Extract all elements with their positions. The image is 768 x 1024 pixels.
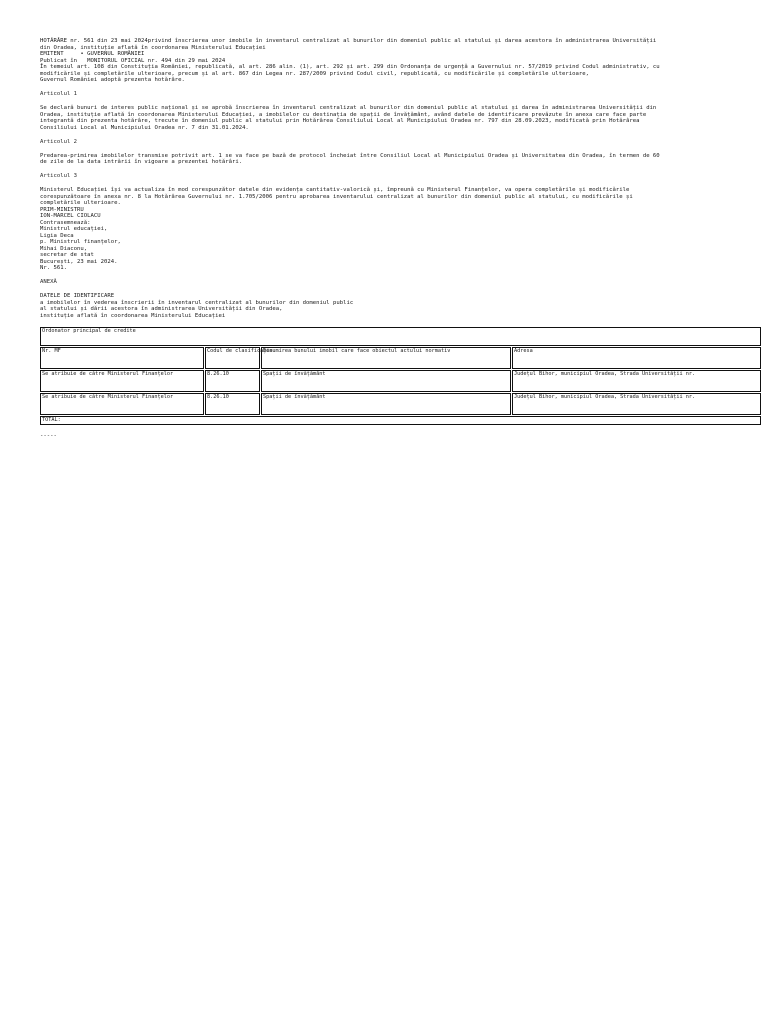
annex-table	[39, 326, 762, 426]
table-total-row	[40, 416, 761, 425]
table-cell: Spații de învățământ	[261, 370, 511, 392]
publication-info: Publicat în MONITORUL OFICIAL nr. 494 din 29 mai 2024	[40, 57, 226, 64]
article-text: Predarea-primirea imobilelor transmise potrivit art. 1 se va face pe bază de protocol încheiat între Consiliul Local al Municipiului Oradea și Universitatea din Oradea, în termen de 60	[40, 152, 660, 159]
end-marker: -----	[40, 433, 57, 439]
preamble-line: În temeiul art. 108 din Constituția României, republicată, al art. 286 alin. (1), art. 292 și art. 299 din Ordonanța de urgență a Guvernului nr. 57/2019 privind Codul administrativ, cu	[40, 64, 660, 70]
article-text: Oradea, instituție aflată în coordonarea Ministerului Educației, a imobilelor cu destinația de spații de învățământ, având datele de identificare prevăzute în anexa care face parte	[40, 111, 647, 118]
table-cell: Se atribuie de către Ministerul Finanțelor	[40, 393, 204, 415]
article-3	[40, 173, 762, 207]
document-header	[40, 38, 762, 84]
column-header: Nr. MF	[40, 347, 204, 369]
article-text: Consiliului Local al Municipiului Oradea nr. 7 din 31.01.2024.	[40, 124, 249, 131]
table-cell: Spații de învățământ	[261, 393, 511, 415]
signature-line: Nr. 561.	[40, 265, 67, 271]
signature-line: p. Ministrul finanțelor,	[40, 239, 121, 245]
column-header: Denumirea bunului imobil care face obiectul actului normativ	[261, 347, 511, 369]
annex-heading: instituție aflată în coordonarea Ministerului Educației	[40, 312, 226, 319]
annex-table-wrapper	[39, 326, 761, 426]
annex-heading: a imobilelor în vederea înscrierii în inventarul centralizat al bunurilor din domeniul public	[40, 299, 354, 306]
signature-line: Ligia Deca	[40, 232, 74, 239]
preamble-line: Guvernul României adoptă prezenta hotărâre.	[40, 77, 185, 83]
annex-title: ANEXĂ	[40, 279, 57, 285]
signature-line: secretar de stat	[40, 252, 94, 258]
article-text: corespunzătoare în anexa nr. 8 la Hotărârea Guvernului nr. 1.705/2006 pentru aprobarea inventarului centralizat al bunurilor din domeniul public al statului, cu modificările și	[40, 193, 633, 200]
signature-block	[40, 207, 762, 272]
table-cell: Județul Bihor, municipiul Oradea, Strada Universității nr.	[512, 370, 761, 392]
total-label: TOTAL:	[40, 416, 761, 425]
table-cell: Se atribuie de către Ministerul Finanțelor	[40, 370, 204, 392]
decision-title-cont: din Oradea, instituție aflată în coordonarea Ministerului Educației	[40, 44, 266, 51]
article-text: Se declară bunuri de interes public național și se aprobă înscrierea în inventarul centralizat al bunurilor din domeniul public al statului și darea în administrarea Universității din	[40, 105, 657, 111]
annex-section	[40, 279, 762, 319]
table-row	[40, 393, 761, 415]
table-cell: 8.26.10	[205, 370, 260, 392]
table-row	[40, 370, 761, 392]
article-text: de zile de la data intrării în vigoare a prezentei hotărâri.	[40, 159, 243, 165]
signature-line: Mihai Diaconu,	[40, 245, 88, 252]
decision-title: HOTĂRÂRE nr. 561 din 23 mai 2024privind înscrierea unor imobile în inventarul centralizat al bunurilor din domeniul public al statului și darea acestora în administrarea Universității	[40, 38, 657, 44]
document-body	[40, 38, 762, 319]
article-title: Articolul 3	[40, 173, 78, 179]
preamble-line: modificările și completările ulterioare, precum și al art. 867 din Legea nr. 287/2009 privind Codul civil, republicată, cu modificările și completările ulterioare,	[40, 70, 589, 77]
annex-heading: DATELE DE IDENTIFICARE	[40, 293, 115, 299]
table-cell-ordonator: Ordonator principal de credite	[40, 327, 761, 346]
signature-line: Contrasemnează:	[40, 219, 91, 226]
signature-line: ION-MARCEL CIOLACU	[40, 213, 101, 219]
article-2	[40, 139, 762, 166]
table-cell: 8.26.10	[205, 393, 260, 415]
signature-line: București, 23 mai 2024.	[40, 258, 118, 265]
table-cell: Județul Bihor, municipiul Oradea, Strada Universității nr.	[512, 393, 761, 415]
annex-heading: al statului și dării acestora în administrarea Universității din Oradea,	[40, 306, 283, 312]
article-1	[40, 91, 762, 131]
column-header: Adresa	[512, 347, 761, 369]
article-text: completările ulterioare.	[40, 200, 121, 206]
column-header: Codul de clasificație	[205, 347, 260, 369]
article-text: integrantă din prezenta hotărâre, trecute în domeniul public al statului prin Hotărârea Consiliului Local al Municipiului Oradea nr. 797 din 28.09.2023, modificată prin Hotărârea	[40, 118, 640, 124]
issuer: EMITENT • GUVERNUL ROMÂNIEI	[40, 51, 145, 57]
table-row	[40, 327, 761, 346]
signature-line: PRIM-MINISTRU	[40, 206, 84, 213]
article-title: Articolul 2	[40, 138, 78, 145]
article-text: Ministerul Educației își va actualiza în mod corespunzător datele din evidența cantitativ-valorică și, împreună cu Ministerul Finanțelor, va opera completările și modificările	[40, 187, 630, 193]
article-title: Articolul 1	[40, 91, 78, 97]
table-header-row	[40, 347, 761, 369]
signature-line: Ministrul educației,	[40, 226, 108, 232]
